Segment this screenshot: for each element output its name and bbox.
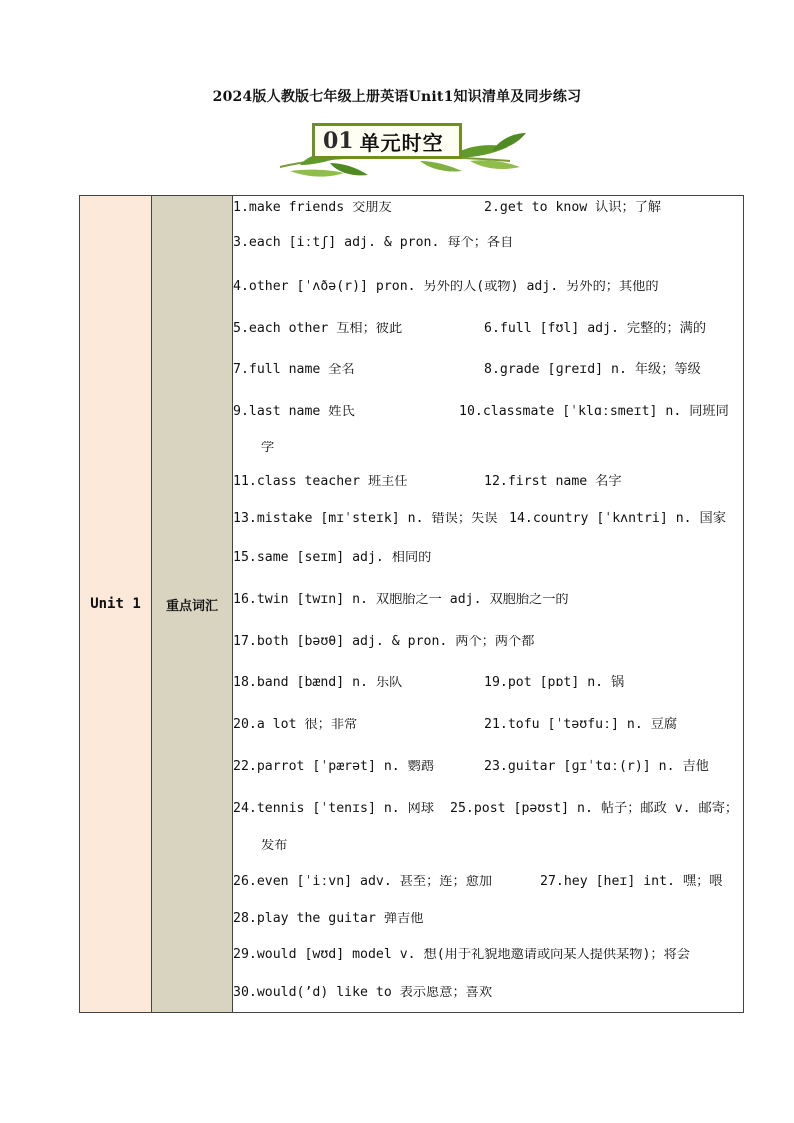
vocab-line: 9.last name 姓氏 10.classmate [ˈklɑːsmeɪt] n. 同班同 [233,404,729,420]
banner-text: 单元时空 [359,130,444,155]
vocab-line: 29.would [wʊd] model v. 想(用于礼貌地邀请或向某人提供某物)；将会 [233,947,690,962]
vocab-line: 30.would(’d) like to 表示愿意；喜欢 [233,985,493,1000]
vocab-line: 7.full name 全名 8.grade [ɡreɪd] n. 年级；等级 [233,362,701,378]
document-title: 2024版人教版七年级上册英语Unit1知识清单及同步练习 [212,89,582,105]
vocab-line: 11.class teacher 班主任 12.first name 名字 [233,473,622,489]
section-cell: 重点词汇 [152,196,233,1013]
banner-number: 01 [323,128,354,154]
vocab-line: 18.band [bænd] n. 乐队 19.pot [pɒt] n. 锅 [233,675,625,691]
vocab-line: 1.make friends 交朋友 2.get to know 认识；了解 [233,199,662,215]
vocab-line: 4.other [ˈʌðə(r)] pron. 另外的人(或物) adj. 另外的；其他的 [233,280,659,294]
unit-cell: Unit 1 [80,196,152,1013]
vocab-line: 17.both [bəʊθ] adj. & pron. 两个；两个都 [233,634,535,649]
vocab-line: 16.twin [twɪn] n. 双胞胎之一 adj. 双胞胎之一的 [233,593,569,607]
vocab-line: 13.mistake [mɪˈsteɪk] n. 错误；失误 14.country [ˈkʌntri] n. 国家 [233,510,726,526]
vocab-line: 28.play the guitar 弹吉他 [233,911,424,926]
banner-label-box [312,123,462,159]
vocab-line: 20.a lot 很；非常 21.tofu [ˈtəʊfuː] n. 豆腐 [233,717,678,733]
vocabulary-table [79,195,744,1013]
vocab-line-continuation: 发布 [261,839,288,853]
vocab-line: 24.tennis [ˈtenɪs] n. 网球 25.post [pəʊst] n. 帖子；邮政 v. 邮寄； [233,800,739,816]
vocab-line: 15.same [seɪm] adj. 相同的 [233,551,432,565]
vocab-line: 5.each other 互相；彼此 6.full [fʊl] adj. 完整的；满的 [233,320,707,336]
vocabulary-list [233,196,744,1013]
section-banner [270,115,530,185]
vocab-line-continuation: 学 [261,441,275,455]
vocab-line: 22.parrot [ˈpærət] n. 鹦鹉 23.guitar [ɡɪˈtɑː(r)] n. 吉他 [233,759,709,775]
vocab-line: 26.even [ˈiːvn] adv. 甚至；连；愈加 27.hey [heɪ] int. 嘿；喂 [233,874,723,890]
vocab-line: 3.each [iːtʃ] adj. & pron. 每个；各自 [233,235,514,250]
